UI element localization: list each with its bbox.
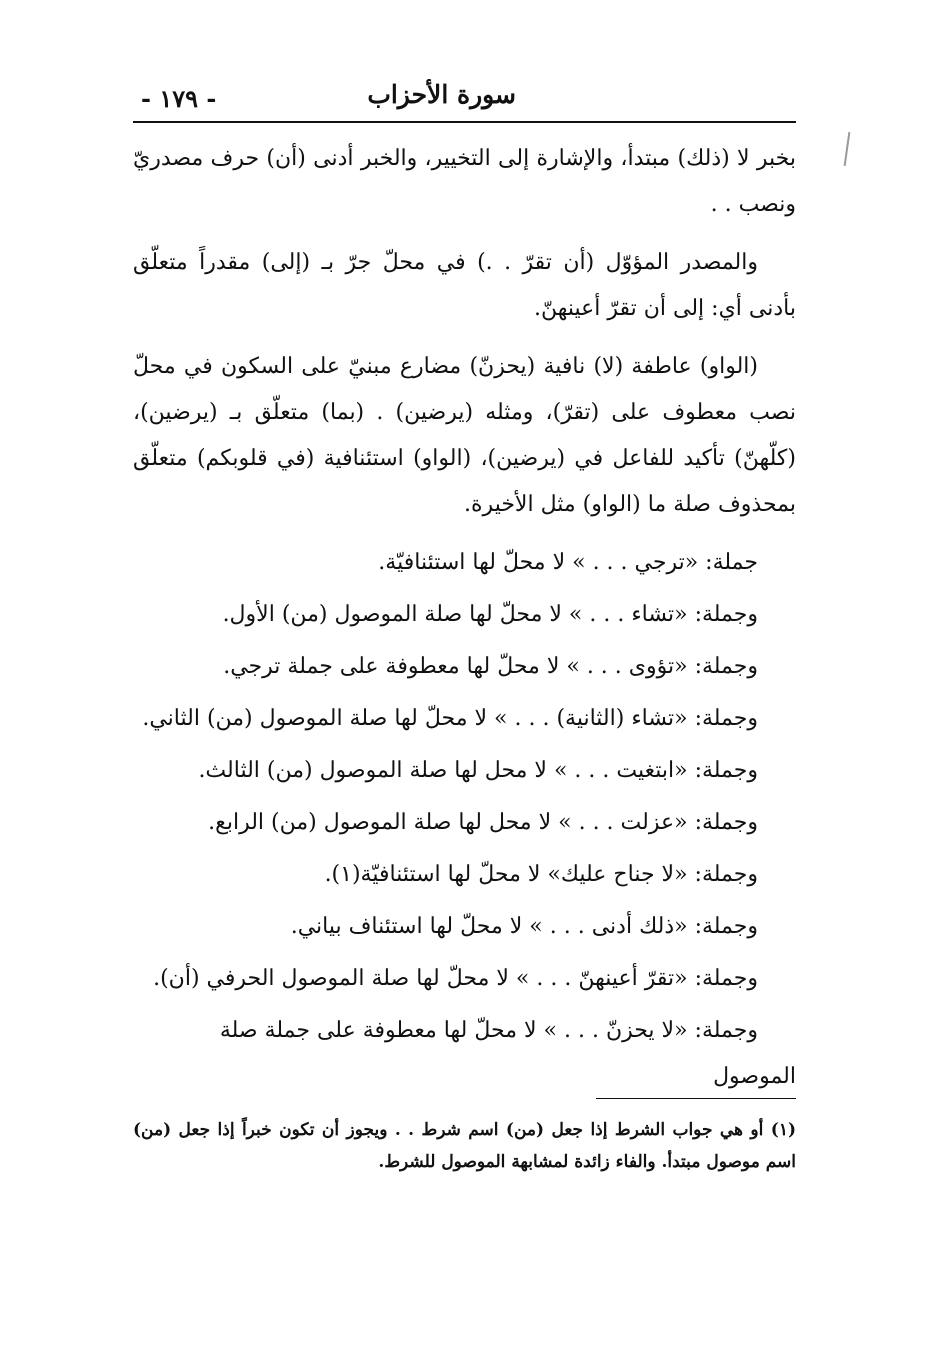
sentence-item: جملة: «ترجي . . . » لا محلّ لها استئنافيّة.	[378, 550, 758, 575]
sentence-item: وجملة: «ابتغيت . . . » لا محل لها صلة الموصول (من) الثالث.	[198, 758, 758, 783]
sentence-item: وجملة: «ذلك أدنى . . . » لا محلّ لها استئناف بياني.	[290, 914, 758, 939]
sentence-item: وجملة: «لا يحزنّ . . . » لا محلّ لها معطوفة على جملة صلة الموصول	[219, 1018, 796, 1089]
header-rule	[133, 121, 796, 123]
surah-title: سورة الأحزاب	[367, 80, 516, 109]
sentence-item: وجملة: «تؤوى . . . » لا محلّ لها معطوفة على جملة ترجي.	[223, 654, 758, 679]
main-text	[133, 136, 796, 1106]
paragraph-3: (الواو) عاطفة (لا) نافية (يحزنّ) مضارع مبنيّ على السكون في محلّ نصب معطوف على (تقرّ)، ومثله (يرضين) . (بما) متعلّق بـ (يرضين)، (كلّهنّ) تأكيد للفاعل في (يرضين)، (الواو) استئنافية (في قلوبكم) متعلّق بمحذوف صلة ما (الواو) مثل الأخيرة.	[133, 354, 796, 517]
footnote	[133, 1114, 796, 1178]
page-number: - ١٧٩ -	[141, 84, 217, 113]
sentence-item: وجملة: «لا جناح عليك» لا محلّ لها استئنافيّة(١).	[324, 862, 758, 887]
sentence-item: وجملة: «تشاء . . . » لا محلّ لها صلة الموصول (من) الأول.	[222, 602, 758, 627]
paragraph-2: والمصدر المؤوّل (أن تقرّ . .) في محلّ جرّ بـ (إلى) مقدراً متعلّق بأدنى أي: إلى أن تقرّ أعينهنّ.	[133, 250, 796, 321]
page-header	[133, 68, 796, 120]
footnote-text: (١) أو هي جواب الشرط إذا جعل (من) اسم شرط . . ويجوز أن تكون خبراً إذا جعل (من) اسم موصول مبتدأ. والفاء زائدة لمشابهة الموصول للشرط.	[133, 1120, 796, 1172]
footnote-rule	[596, 1098, 796, 1099]
sentence-item: وجملة: «تقرّ أعينهنّ . . . » لا محلّ لها صلة الموصول الحرفي (أن).	[153, 966, 758, 991]
sentence-item: وجملة: «تشاء (الثانية) . . . » لا محلّ لها صلة الموصول (من) الثاني.	[142, 706, 758, 731]
paragraph-1: بخبر لا (ذلك) مبتدأ، والإشارة إلى التخيير، والخبر أدنى (أن) حرف مصدريّ ونصب . .	[133, 146, 796, 217]
margin-mark	[844, 132, 851, 166]
sentence-item: وجملة: «عزلت . . . » لا محل لها صلة الموصول (من) الرابع.	[208, 810, 758, 835]
